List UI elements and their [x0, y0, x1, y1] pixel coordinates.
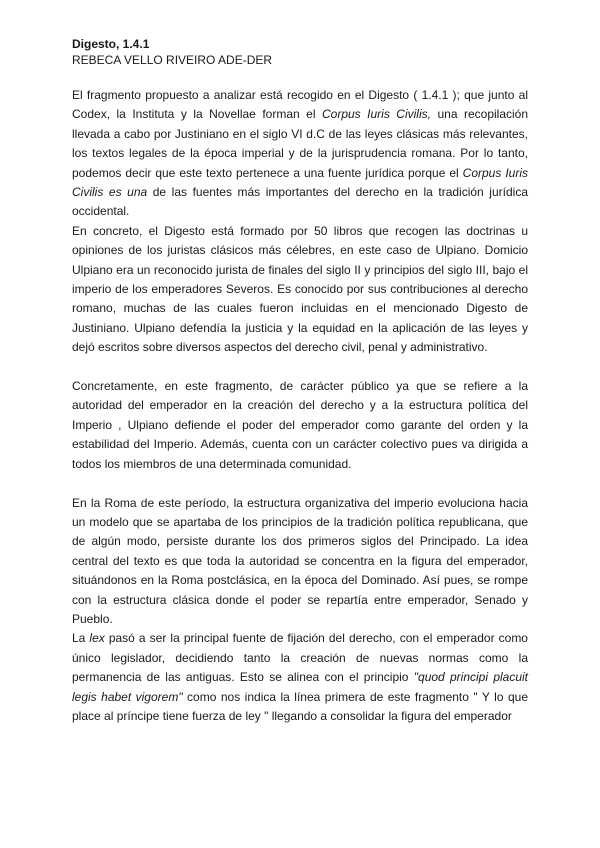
document-page [72, 37, 528, 726]
paragraph-intro-part-e: de las fuentes más importantes del derecho en la tradición jurídica occidental. [72, 185, 528, 219]
paragraph-lex [72, 629, 528, 726]
corpus-iuris-civilis-term-2: Corpus Iuris Civilis es una [72, 165, 529, 200]
corpus-iuris-civilis-term: Corpus Iuris Civilis, [321, 107, 431, 122]
document-author: REBECA VELLO RIVEIRO ADE-DER [72, 53, 273, 67]
paragraph-lex-part-c: pasó a ser la principal fuente de fijación del derecho, con el emperador como único legislador, decidiendo tanto la creación de nuevas normas como la permanencia de las antiguas. Esto se alinea con el principio [72, 631, 528, 685]
paragraph-intro-part-a: El fragmento propuesto a analizar está recogido en el Digesto ( 1.4.1 ); que junto al Codex, la Instituta y la Novellae forman el [72, 88, 528, 122]
document-body [72, 86, 528, 726]
paragraph-fragmento: Concretamente, en este fragmento, de carácter público ya que se refiere a la autoridad del emperador en la creación del derecho y a la estructura política del Imperio , Ulpiano defiende el poder del emperador como garante del orden y la estabilidad del Imperio. Además, cuenta con un carácter colectivo pues va dirigida a todos los miembros de una determinada comunidad. [72, 379, 528, 471]
paragraph-intro-part-c: una recopilación llevada a cabo por Justiniano en el siglo VI d.C de las leyes clásicas más relevantes, los textos legales de la época imperial y de la jurisprudencia romana. Por lo tanto, podemos decir que este texto pertenece a una fuente jurídica porque el [72, 107, 529, 180]
paragraph-lex-part-e: como nos indica la línea primera de este fragmento " Y lo que place al príncipe tiene fuerza de ley " llegando a consolidar la figura del emperador [72, 689, 528, 723]
paragraph-digesto: En concreto, el Digesto está formado por 50 libros que recogen las doctrinas u opiniones de los juristas clásicos más célebres, en este caso de Ulpiano. Domicio Ulpiano era un reconocido jurista de finales del siglo II y principios del siglo III, bajo el imperio de los emperadores Severos. Es conocido por sus contribuciones al derecho romano, muchas de las cuales fueron incluidas en el mencionado Digesto de Justiniano. Ulpiano defendía la justicia y la equidad en la aplicación de las leyes y dejó escritos sobre diversos aspectos del derecho civil, penal y administrativo. [72, 223, 528, 355]
paragraph-intro [72, 86, 528, 222]
paragraph-lex-part-a: La [72, 631, 90, 646]
lex-term: lex [89, 631, 105, 646]
document-title: Digesto, 1.4.1 [72, 37, 150, 51]
paragraph-roma: En la Roma de este período, la estructura organizativa del imperio evoluciona hacia un modelo que se apartaba de los principios de la tradición política republicana, que de algún modo, persiste durante los dos primeros siglos del Principado. La idea central del texto es que toda la autoridad se concentra en la figura del emperador, situándonos en la Roma postclásica, en la época del Dominado. Así pues, se rompe con la estructura clásica donde el poder se repartía entre emperador, Senado y Pueblo. [72, 495, 528, 626]
latin-principle-quote: "quod principi placuit legis habet vigorem" [72, 670, 529, 704]
